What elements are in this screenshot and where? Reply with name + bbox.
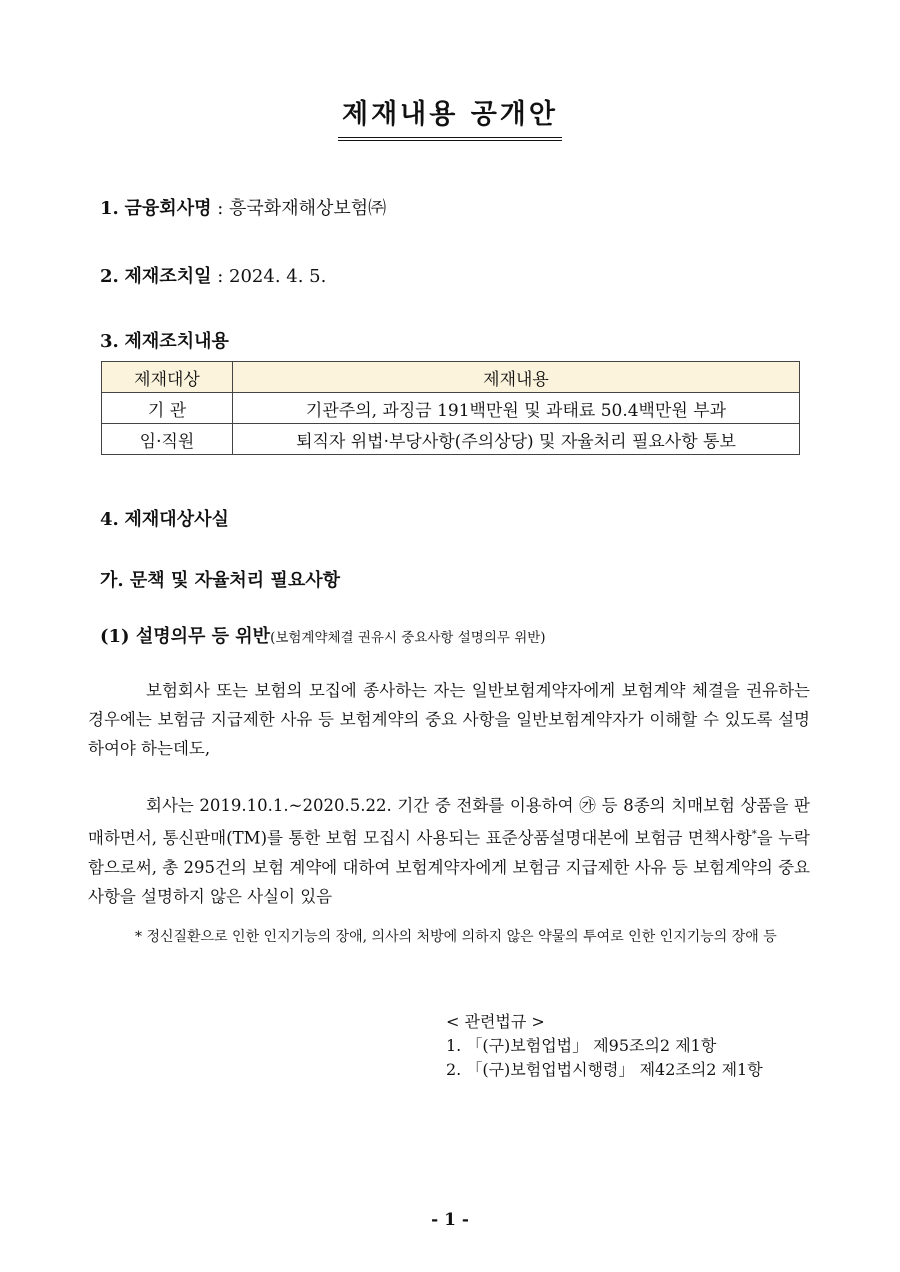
company-name: 흥국화재해상보험㈜ bbox=[229, 198, 387, 219]
table-cell-target: 임·직원 bbox=[102, 424, 233, 455]
table-cell-target: 기 관 bbox=[102, 393, 233, 424]
related-laws-heading: < 관련법규 > bbox=[446, 1012, 545, 1031]
paragraph-facts-part1: 회사는 2019.10.1.~2020.5.22. 기간 중 전화를 이용하여 ㉮ 등 8종의 치매보험 상품을 판매하면서, 통신판매(TM)를 통한 보험 모집시 사용되는 표준상품설명대본에 보험금 면책사항 bbox=[88, 796, 810, 848]
page-title: 제재내용 공개안 bbox=[338, 92, 562, 141]
table-header-content: 제재내용 bbox=[233, 362, 800, 393]
related-laws bbox=[446, 1010, 763, 1082]
section-action bbox=[100, 327, 229, 353]
section-number: 2. bbox=[100, 266, 119, 287]
section-company bbox=[100, 194, 386, 220]
related-law-item: 1. 「(구)보험업법」 제95조의2 제1항 bbox=[446, 1036, 717, 1055]
footnote: * 정신질환으로 인한 인지기능의 장애, 의사의 처방에 의하지 않은 약물의 투여로 인한 인지기능의 장애 등 bbox=[135, 929, 777, 945]
page-number: - 1 - bbox=[431, 1210, 469, 1230]
paragraph-facts-part2: 을 누락함으로써, 총 295건의 보험 계약에 대하여 보험계약자에게 보험금 지급제한 사유 등 보험계약의 중요 사항을 설명하지 않은 사실이 있음 bbox=[88, 828, 810, 906]
section-number: 3. bbox=[100, 331, 119, 352]
paragraph-duty: 보험회사 또는 보험의 모집에 종사하는 자는 일반보험계약자에게 보험계약 체결을 권유하는 경우에는 보험금 지급제한 사유 등 보험계약의 중요 사항을 일반보험계약자가 이해할 수 있도록 설명하여야 하는데도, bbox=[88, 681, 810, 758]
table-row bbox=[102, 393, 800, 424]
violation-item-note: (보험계약체결 권유시 중요사항 설명의무 위반) bbox=[270, 630, 546, 646]
table-header-row bbox=[102, 362, 800, 393]
paragraph-facts bbox=[88, 791, 810, 911]
section-label: 금융회사명 bbox=[124, 198, 212, 219]
section-date bbox=[100, 262, 326, 288]
violation-item-heading bbox=[100, 622, 546, 648]
related-law-item: 2. 「(구)보험업법시행령」 제42조의2 제1항 bbox=[446, 1060, 763, 1079]
section-number: 4. bbox=[100, 509, 119, 530]
table-header-target: 제재대상 bbox=[102, 362, 233, 393]
section-separator: : bbox=[217, 198, 224, 219]
section-number: 1. bbox=[100, 198, 119, 219]
section-label: 제재대상사실 bbox=[124, 509, 229, 530]
section-label: 제재조치내용 bbox=[124, 331, 229, 352]
sanction-table bbox=[101, 361, 800, 455]
table-cell-content: 퇴직자 위법·부당사항(주의상당) 및 자율처리 필요사항 통보 bbox=[233, 424, 800, 455]
table-row bbox=[102, 424, 800, 455]
title-wrap bbox=[0, 92, 900, 141]
section-separator: : bbox=[217, 266, 224, 287]
sanction-date: 2024. 4. 5. bbox=[229, 266, 327, 287]
subsection-heading: 가. 문책 및 자율처리 필요사항 bbox=[100, 570, 340, 591]
violation-item-label: (1) 설명의무 등 위반 bbox=[100, 626, 271, 647]
table-cell-content: 기관주의, 과징금 191백만원 및 과태료 50.4백만원 부과 bbox=[233, 393, 800, 424]
footnote-mark: * bbox=[751, 829, 757, 840]
section-label: 제재조치일 bbox=[124, 266, 212, 287]
section-facts bbox=[100, 505, 229, 531]
